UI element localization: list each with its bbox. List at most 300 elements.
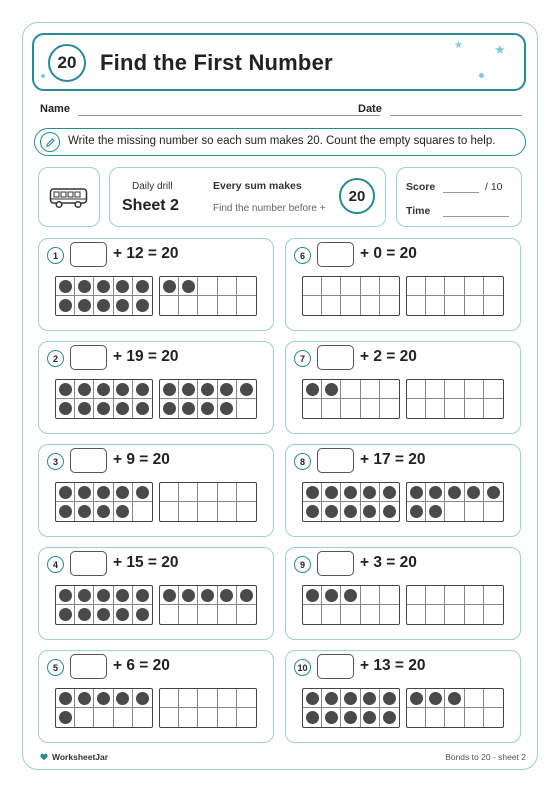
heart-icon bbox=[40, 753, 48, 761]
frame-cell bbox=[56, 380, 75, 399]
ten-frame bbox=[406, 379, 504, 419]
score-card bbox=[396, 167, 522, 227]
problem-card bbox=[38, 444, 274, 537]
pencil-icon bbox=[40, 132, 60, 152]
frame-cell bbox=[322, 708, 341, 727]
counter-dot bbox=[116, 402, 129, 415]
frame-cell bbox=[361, 605, 380, 624]
frame-cell bbox=[445, 586, 464, 605]
counter-dot bbox=[97, 299, 110, 312]
frame-cell bbox=[160, 708, 179, 727]
equation-text: + 0 = 20 bbox=[360, 245, 417, 262]
sheet-label: Sheet 2 bbox=[122, 197, 179, 214]
frame-cell bbox=[380, 399, 399, 418]
counter-dot bbox=[78, 299, 91, 312]
frame-cell bbox=[426, 277, 445, 296]
frame-cell bbox=[133, 689, 152, 708]
counter-dot bbox=[306, 383, 319, 396]
counter-dot bbox=[136, 299, 149, 312]
frame-cell bbox=[341, 689, 360, 708]
frame-cell bbox=[198, 296, 217, 315]
counter-dot bbox=[78, 280, 91, 293]
counter-dot bbox=[220, 589, 233, 602]
frame-cell bbox=[94, 296, 113, 315]
time-field[interactable] bbox=[443, 216, 509, 217]
frame-cell bbox=[407, 380, 426, 399]
frame-cell bbox=[484, 689, 503, 708]
frame-cell bbox=[465, 380, 484, 399]
counter-dot bbox=[467, 486, 480, 499]
instruction-text: Write the missing number so each sum makes 20. Count the empty squares to help. bbox=[68, 135, 496, 147]
counter-dot bbox=[344, 692, 357, 705]
frame-cell bbox=[445, 380, 464, 399]
name-label: Name bbox=[40, 103, 70, 115]
equation-text: + 3 = 20 bbox=[360, 554, 417, 571]
brand-name: WorksheetJar bbox=[52, 752, 109, 762]
frame-cell bbox=[160, 502, 179, 521]
counter-dot bbox=[383, 711, 396, 724]
frame-cell bbox=[426, 502, 445, 521]
frame-cell bbox=[237, 586, 256, 605]
frame-cell bbox=[114, 277, 133, 296]
counter-dot bbox=[363, 505, 376, 518]
ten-frame bbox=[55, 482, 153, 522]
counter-dot bbox=[59, 299, 72, 312]
equation-text: + 15 = 20 bbox=[113, 554, 179, 571]
equation-text: + 13 = 20 bbox=[360, 657, 426, 674]
problem-number: 10 bbox=[294, 659, 311, 676]
answer-box[interactable] bbox=[70, 242, 107, 267]
frame-cell bbox=[94, 502, 113, 521]
counter-dot bbox=[116, 280, 129, 293]
counter-dot bbox=[344, 711, 357, 724]
frame-cell bbox=[341, 708, 360, 727]
frame-cell bbox=[361, 502, 380, 521]
frame-cell bbox=[133, 296, 152, 315]
counter-dot bbox=[344, 505, 357, 518]
frame-cell bbox=[361, 380, 380, 399]
ten-frame bbox=[159, 688, 257, 728]
counter-dot bbox=[59, 692, 72, 705]
frame-cell bbox=[322, 296, 341, 315]
frame-cell bbox=[380, 708, 399, 727]
problem-number: 2 bbox=[47, 350, 64, 367]
frame-cell bbox=[56, 483, 75, 502]
counter-dot bbox=[59, 505, 72, 518]
answer-box[interactable] bbox=[70, 654, 107, 679]
counter-dot bbox=[410, 692, 423, 705]
counter-dot bbox=[383, 505, 396, 518]
title-banner bbox=[32, 33, 526, 91]
frame-cell bbox=[322, 277, 341, 296]
frame-cell bbox=[361, 586, 380, 605]
frame-cell bbox=[426, 689, 445, 708]
star-icon: ★ bbox=[494, 42, 506, 57]
problem-card bbox=[38, 341, 274, 434]
counter-dot bbox=[78, 505, 91, 518]
footer-label: Bonds to 20 - sheet 2 bbox=[445, 752, 526, 762]
frame-cell bbox=[218, 586, 237, 605]
counter-dot bbox=[306, 486, 319, 499]
counter-dot bbox=[116, 589, 129, 602]
problem-number: 6 bbox=[294, 247, 311, 264]
counter-dot bbox=[429, 692, 442, 705]
ten-frame bbox=[302, 276, 400, 316]
frame-cell bbox=[303, 502, 322, 521]
frame-cell bbox=[407, 605, 426, 624]
counter-dot bbox=[78, 608, 91, 621]
frame-cell bbox=[75, 483, 94, 502]
counter-dot bbox=[78, 402, 91, 415]
frame-cell bbox=[407, 277, 426, 296]
score-label: Score bbox=[406, 181, 436, 193]
frame-cell bbox=[56, 277, 75, 296]
frame-cell bbox=[133, 483, 152, 502]
frame-cell bbox=[303, 399, 322, 418]
frame-cell bbox=[198, 708, 217, 727]
frame-cell bbox=[380, 605, 399, 624]
counter-dot bbox=[59, 711, 72, 724]
counter-dot bbox=[136, 383, 149, 396]
frame-cell bbox=[341, 483, 360, 502]
counter-dot bbox=[448, 692, 461, 705]
counter-dot bbox=[383, 692, 396, 705]
equation-text: + 2 = 20 bbox=[360, 348, 417, 365]
ten-frame bbox=[55, 276, 153, 316]
frame-cell bbox=[341, 380, 360, 399]
frame-cell bbox=[160, 380, 179, 399]
frame-cell bbox=[237, 483, 256, 502]
frame-cell bbox=[361, 483, 380, 502]
frame-cell bbox=[426, 586, 445, 605]
frame-cell bbox=[341, 586, 360, 605]
frame-cell bbox=[75, 689, 94, 708]
frame-cell bbox=[56, 296, 75, 315]
frame-cell bbox=[160, 277, 179, 296]
frame-cell bbox=[94, 605, 113, 624]
counter-dot bbox=[97, 589, 110, 602]
problem-number: 8 bbox=[294, 453, 311, 470]
frame-cell bbox=[133, 277, 152, 296]
counter-dot bbox=[220, 383, 233, 396]
counter-dot bbox=[59, 486, 72, 499]
score-total: / 10 bbox=[485, 181, 503, 193]
dot-decoration bbox=[41, 74, 45, 78]
counter-dot bbox=[136, 402, 149, 415]
frame-cell bbox=[94, 689, 113, 708]
counter-dot bbox=[306, 692, 319, 705]
counter-dot bbox=[116, 505, 129, 518]
frame-cell bbox=[198, 605, 217, 624]
frame-cell bbox=[75, 380, 94, 399]
frame-cell bbox=[179, 502, 198, 521]
frame-cell bbox=[484, 277, 503, 296]
frame-cell bbox=[361, 689, 380, 708]
counter-dot bbox=[116, 608, 129, 621]
counter-dot bbox=[78, 486, 91, 499]
frame-cell bbox=[303, 380, 322, 399]
frame-cell bbox=[484, 483, 503, 502]
frame-cell bbox=[75, 605, 94, 624]
frame-cell bbox=[114, 296, 133, 315]
frame-cell bbox=[56, 399, 75, 418]
score-field[interactable] bbox=[443, 192, 479, 193]
frame-cell bbox=[322, 689, 341, 708]
ten-frame bbox=[55, 688, 153, 728]
counter-dot bbox=[201, 589, 214, 602]
counter-dot bbox=[325, 486, 338, 499]
frame-cell bbox=[218, 605, 237, 624]
frame-cell bbox=[303, 708, 322, 727]
frame-cell bbox=[426, 483, 445, 502]
frame-cell bbox=[380, 380, 399, 399]
counter-dot bbox=[306, 711, 319, 724]
frame-cell bbox=[179, 296, 198, 315]
counter-dot bbox=[97, 692, 110, 705]
counter-dot bbox=[59, 608, 72, 621]
frame-cell bbox=[380, 277, 399, 296]
counter-dot bbox=[78, 692, 91, 705]
frame-cell bbox=[341, 277, 360, 296]
equation-text: + 12 = 20 bbox=[113, 245, 179, 262]
counter-dot bbox=[78, 383, 91, 396]
frame-cell bbox=[380, 689, 399, 708]
frame-cell bbox=[179, 277, 198, 296]
frame-cell bbox=[160, 399, 179, 418]
frame-cell bbox=[179, 483, 198, 502]
frame-cell bbox=[380, 586, 399, 605]
frame-cell bbox=[94, 708, 113, 727]
frame-cell bbox=[179, 708, 198, 727]
counter-dot bbox=[59, 402, 72, 415]
counter-dot bbox=[97, 486, 110, 499]
counter-dot bbox=[410, 505, 423, 518]
frame-cell bbox=[465, 296, 484, 315]
frame-cell bbox=[426, 296, 445, 315]
problem-number: 7 bbox=[294, 350, 311, 367]
counter-dot bbox=[487, 486, 500, 499]
frame-cell bbox=[465, 708, 484, 727]
frame-cell bbox=[465, 605, 484, 624]
frame-cell bbox=[75, 502, 94, 521]
frame-cell bbox=[160, 605, 179, 624]
hint-text: Find the number before + bbox=[213, 203, 326, 214]
bus-card bbox=[38, 167, 100, 227]
counter-dot bbox=[136, 608, 149, 621]
frame-cell bbox=[218, 689, 237, 708]
drill-card bbox=[109, 167, 386, 227]
answer-box[interactable] bbox=[317, 242, 354, 267]
equation-text: + 19 = 20 bbox=[113, 348, 179, 365]
problem-card bbox=[285, 341, 521, 434]
answer-box[interactable] bbox=[317, 448, 354, 473]
frame-cell bbox=[133, 399, 152, 418]
frame-cell bbox=[407, 399, 426, 418]
ten-frame bbox=[406, 276, 504, 316]
frame-cell bbox=[426, 708, 445, 727]
date-label: Date bbox=[358, 103, 382, 115]
drill-label: Daily drill bbox=[132, 181, 173, 192]
page-title: Find the First Number bbox=[100, 50, 333, 75]
counter-dot bbox=[97, 383, 110, 396]
frame-cell bbox=[426, 399, 445, 418]
counter-dot bbox=[448, 486, 461, 499]
frame-cell bbox=[75, 586, 94, 605]
counter-dot bbox=[97, 402, 110, 415]
frame-cell bbox=[237, 380, 256, 399]
frame-cell bbox=[465, 586, 484, 605]
frame-cell bbox=[198, 277, 217, 296]
frame-cell bbox=[361, 277, 380, 296]
frame-cell bbox=[484, 605, 503, 624]
counter-dot bbox=[325, 383, 338, 396]
ten-frame bbox=[159, 276, 257, 316]
frame-cell bbox=[179, 586, 198, 605]
counter-dot bbox=[59, 383, 72, 396]
ten-frame bbox=[302, 379, 400, 419]
counter-dot bbox=[116, 383, 129, 396]
date-field[interactable] bbox=[390, 115, 522, 116]
problem-number: 3 bbox=[47, 453, 64, 470]
frame-cell bbox=[160, 586, 179, 605]
target-badge: 20 bbox=[48, 44, 86, 82]
frame-cell bbox=[218, 708, 237, 727]
frame-cell bbox=[75, 296, 94, 315]
frame-cell bbox=[303, 689, 322, 708]
frame-cell bbox=[198, 380, 217, 399]
frame-cell bbox=[465, 277, 484, 296]
ten-frame bbox=[302, 688, 400, 728]
ten-frame bbox=[55, 585, 153, 625]
counter-dot bbox=[59, 589, 72, 602]
counter-dot bbox=[182, 589, 195, 602]
frame-cell bbox=[465, 399, 484, 418]
frame-cell bbox=[407, 689, 426, 708]
problem-number: 5 bbox=[47, 659, 64, 676]
frame-cell bbox=[94, 399, 113, 418]
frame-cell bbox=[303, 277, 322, 296]
frame-cell bbox=[218, 296, 237, 315]
frame-cell bbox=[114, 483, 133, 502]
frame-cell bbox=[445, 399, 464, 418]
answer-box[interactable] bbox=[70, 448, 107, 473]
ten-frame bbox=[406, 585, 504, 625]
counter-dot bbox=[325, 505, 338, 518]
counter-dot bbox=[163, 589, 176, 602]
problem-card bbox=[285, 238, 521, 331]
problem-card bbox=[285, 547, 521, 640]
frame-cell bbox=[237, 277, 256, 296]
counter-dot bbox=[116, 486, 129, 499]
frame-cell bbox=[198, 399, 217, 418]
counter-dot bbox=[59, 280, 72, 293]
counter-dot bbox=[220, 402, 233, 415]
frame-cell bbox=[361, 708, 380, 727]
frame-cell bbox=[198, 483, 217, 502]
problem-number: 1 bbox=[47, 247, 64, 264]
frame-cell bbox=[361, 399, 380, 418]
problem-number: 9 bbox=[294, 556, 311, 573]
frame-cell bbox=[465, 502, 484, 521]
frame-cell bbox=[94, 380, 113, 399]
every-sum-label: Every sum makes bbox=[213, 180, 302, 192]
frame-cell bbox=[445, 277, 464, 296]
frame-cell bbox=[114, 399, 133, 418]
answer-box[interactable] bbox=[70, 345, 107, 370]
frame-cell bbox=[179, 605, 198, 624]
frame-cell bbox=[56, 689, 75, 708]
frame-cell bbox=[380, 483, 399, 502]
frame-cell bbox=[407, 586, 426, 605]
counter-dot bbox=[163, 383, 176, 396]
ten-frame bbox=[406, 688, 504, 728]
frame-cell bbox=[341, 399, 360, 418]
answer-box[interactable] bbox=[317, 345, 354, 370]
frame-cell bbox=[94, 586, 113, 605]
frame-cell bbox=[114, 380, 133, 399]
answer-box[interactable] bbox=[317, 654, 354, 679]
frame-cell bbox=[56, 502, 75, 521]
ten-frame bbox=[159, 585, 257, 625]
answer-box[interactable] bbox=[70, 551, 107, 576]
frame-cell bbox=[445, 483, 464, 502]
counter-dot bbox=[240, 589, 253, 602]
counter-dot bbox=[429, 486, 442, 499]
frame-cell bbox=[160, 483, 179, 502]
name-date-row bbox=[38, 101, 524, 119]
frame-cell bbox=[237, 605, 256, 624]
counter-dot bbox=[383, 486, 396, 499]
equation-text: + 9 = 20 bbox=[113, 451, 170, 468]
frame-cell bbox=[56, 586, 75, 605]
counter-dot bbox=[136, 486, 149, 499]
counter-dot bbox=[344, 486, 357, 499]
frame-cell bbox=[133, 586, 152, 605]
frame-cell bbox=[114, 708, 133, 727]
counter-dot bbox=[78, 589, 91, 602]
frame-cell bbox=[198, 502, 217, 521]
frame-cell bbox=[484, 380, 503, 399]
frame-cell bbox=[322, 399, 341, 418]
frame-cell bbox=[133, 502, 152, 521]
counter-dot bbox=[201, 402, 214, 415]
counter-dot bbox=[363, 711, 376, 724]
counter-dot bbox=[325, 589, 338, 602]
frame-cell bbox=[322, 502, 341, 521]
frame-cell bbox=[237, 708, 256, 727]
counter-dot bbox=[201, 383, 214, 396]
counter-dot bbox=[325, 692, 338, 705]
target-circle: 20 bbox=[339, 178, 375, 214]
footer-brand bbox=[40, 752, 108, 762]
name-field[interactable] bbox=[78, 115, 380, 116]
frame-cell bbox=[484, 502, 503, 521]
frame-cell bbox=[218, 380, 237, 399]
problem-card bbox=[38, 650, 274, 743]
ten-frame bbox=[302, 482, 400, 522]
bus-icon bbox=[49, 187, 89, 209]
dot-decoration bbox=[479, 73, 484, 78]
frame-cell bbox=[218, 502, 237, 521]
answer-box[interactable] bbox=[317, 551, 354, 576]
frame-cell bbox=[341, 296, 360, 315]
frame-cell bbox=[114, 605, 133, 624]
frame-cell bbox=[179, 689, 198, 708]
frame-cell bbox=[322, 483, 341, 502]
counter-dot bbox=[363, 486, 376, 499]
frame-cell bbox=[303, 296, 322, 315]
problem-card bbox=[285, 444, 521, 537]
